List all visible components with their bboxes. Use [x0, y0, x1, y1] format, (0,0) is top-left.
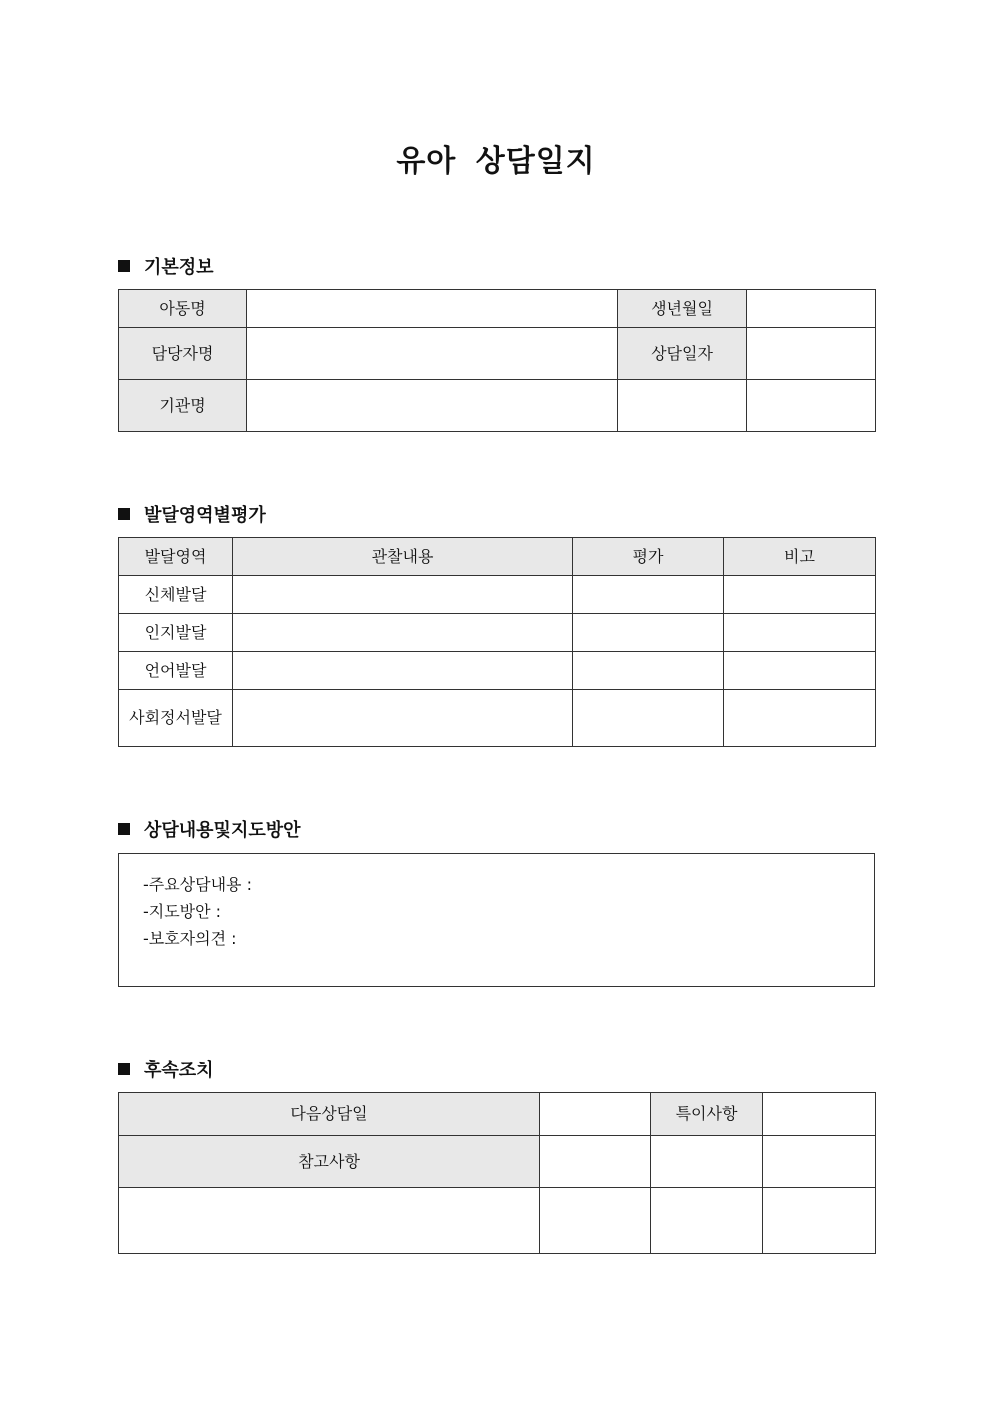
main-counsel-line: -주요상담내용 : [143, 875, 252, 894]
column-header: 발달영역 [119, 538, 233, 576]
evaluation-cell[interactable] [573, 576, 724, 614]
blank-cell[interactable] [763, 1188, 876, 1254]
section-heading-text: 후속조치 [144, 1060, 214, 1081]
blank-cell[interactable] [747, 380, 876, 432]
reference-field[interactable] [119, 1188, 540, 1254]
blank-cell[interactable] [763, 1136, 876, 1188]
blank-cell[interactable] [540, 1188, 651, 1254]
evaluation-cell[interactable] [573, 614, 724, 652]
institution-name-field[interactable] [247, 380, 618, 432]
reference-label: 참고사항 [119, 1136, 540, 1188]
next-consult-date-field[interactable] [540, 1093, 651, 1136]
remarks-cell[interactable] [724, 652, 876, 690]
section-heading-basic [118, 253, 214, 279]
section-heading-development [118, 501, 266, 527]
blank-cell[interactable] [618, 380, 747, 432]
child-name-field[interactable] [247, 290, 618, 328]
evaluation-cell[interactable] [573, 690, 724, 747]
basic-info-table [118, 289, 876, 432]
square-bullet-icon [118, 823, 130, 835]
next-consult-date-label: 다음상담일 [119, 1093, 540, 1136]
special-notes-label: 특이사항 [651, 1093, 763, 1136]
section-heading-text: 상담내용및지도방안 [144, 820, 301, 841]
counsel-memo-box[interactable] [118, 853, 875, 987]
section-heading-text: 발달영역별평가 [144, 505, 266, 526]
remarks-cell[interactable] [724, 690, 876, 747]
blank-cell[interactable] [651, 1188, 763, 1254]
page-title: 유아 상담일지 [396, 144, 596, 179]
row-label: 인지발달 [119, 614, 233, 652]
square-bullet-icon [118, 260, 130, 272]
column-header: 평가 [573, 538, 724, 576]
square-bullet-icon [118, 508, 130, 520]
blank-cell[interactable] [540, 1136, 651, 1188]
row-label: 신체발달 [119, 576, 233, 614]
column-header: 비고 [724, 538, 876, 576]
column-header: 관찰내용 [233, 538, 573, 576]
row-label: 언어발달 [119, 652, 233, 690]
guidance-line: -지도방안 : [143, 902, 222, 921]
consult-date-field[interactable] [747, 328, 876, 380]
followup-table [118, 1092, 876, 1254]
child-name-label: 아동명 [119, 290, 247, 328]
observation-cell[interactable] [233, 576, 573, 614]
teacher-name-field[interactable] [247, 328, 618, 380]
guardian-opinion-line: -보호자의견 : [143, 929, 237, 948]
birth-date-label: 생년월일 [618, 290, 747, 328]
row-label: 사회정서발달 [119, 690, 233, 747]
observation-cell[interactable] [233, 614, 573, 652]
remarks-cell[interactable] [724, 614, 876, 652]
square-bullet-icon [118, 1063, 130, 1075]
special-notes-field[interactable] [763, 1093, 876, 1136]
section-heading-followup [118, 1056, 214, 1082]
section-heading-counsel [118, 816, 301, 842]
birth-date-field[interactable] [747, 290, 876, 328]
remarks-cell[interactable] [724, 576, 876, 614]
evaluation-cell[interactable] [573, 652, 724, 690]
section-heading-text: 기본정보 [144, 257, 214, 278]
blank-cell[interactable] [651, 1136, 763, 1188]
observation-cell[interactable] [233, 690, 573, 747]
observation-cell[interactable] [233, 652, 573, 690]
development-table [118, 537, 876, 747]
consult-date-label: 상담일자 [618, 328, 747, 380]
teacher-name-label: 담당자명 [119, 328, 247, 380]
institution-name-label: 기관명 [119, 380, 247, 432]
